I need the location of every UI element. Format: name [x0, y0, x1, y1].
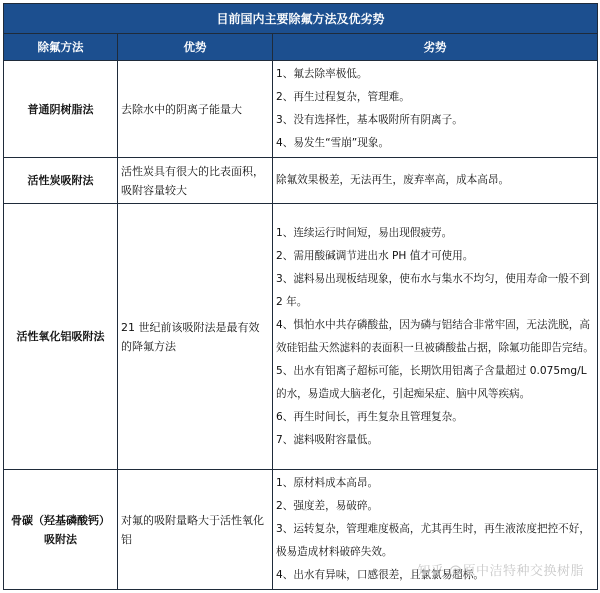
disadvantage-item: 4、出水有异味，口感很差，且氯氯易超标。	[276, 569, 485, 581]
disadvantage-item: 2、强度差，易破碎。	[276, 500, 379, 512]
table-row	[4, 204, 598, 470]
method-cell: 骨碳（羟基磷酸钙）吸附法	[4, 470, 118, 590]
disadvantage-item: 2、需用酸碱调节进出水 PH 值才可使用。	[276, 249, 474, 262]
disadvantages-cell	[273, 204, 598, 470]
disadvantages-cell	[273, 158, 598, 204]
advantages-cell: 21 世纪前该吸附法是最有效的降氟方法	[118, 204, 273, 470]
disadvantage-item: 4、易发生“雪崩”现象。	[276, 137, 390, 149]
disadvantage-item: 3、运转复杂，管理难度极高，尤其再生时，再生液浓度把控不好，极易造成材料破碎失效。	[276, 523, 590, 558]
method-cell: 活性炭吸附法	[4, 158, 118, 204]
disadvantage-item: 1、连续运行时间短，易出现假疲劳。	[276, 226, 453, 239]
advantages-cell: 去除水中的阴离子能量大	[118, 61, 273, 158]
method-cell: 普通阴树脂法	[4, 61, 118, 158]
advantages-cell: 对氟的吸附量略大于活性氧化铝	[118, 470, 273, 590]
disadvantage-item: 4、惧怕水中共存磷酸盐，因为磷与铝结合非常牢固，无法洗脱，高效硅铝盐天然滤料的表面积一旦被磷酸盐占据，除氟功能即告完结。	[276, 318, 594, 354]
disadvantage-item: 1、原材料成本高昂。	[276, 477, 379, 489]
table-title: 目前国内主要除氟方法及优劣势	[4, 4, 598, 34]
disadvantage-item: 2、再生过程复杂，管理难。	[276, 91, 410, 103]
disadvantages-cell	[273, 61, 598, 158]
watermark: 知乎 @原中洁特种交换树脂	[417, 564, 584, 579]
header-advantages: 优势	[118, 34, 273, 61]
disadvantage-item: 7、滤料吸附容量低。	[276, 433, 379, 446]
disadvantage-item: 6、再生时间长，再生复杂且管理复杂。	[276, 410, 463, 423]
disadvantage-item: 5、出水有铝离子超标可能，长期饮用铝离子含量超过 0.075mg/L 的水，易造成大脑老化，引起痴呆症、脑中风等疾病。	[276, 364, 587, 400]
table-row	[4, 158, 598, 204]
disadvantage-item: 3、滤料易出现板结现象，使布水与集水不均匀，使用寿命一般不到 2 年。	[276, 272, 590, 308]
method-cell: 活性氧化铝吸附法	[4, 204, 118, 470]
table-row	[4, 61, 598, 158]
disadvantage-item: 1、氟去除率极低。	[276, 68, 368, 80]
header-disadvantages: 劣势	[273, 34, 598, 61]
header-method: 除氟方法	[4, 34, 118, 61]
advantages-cell: 活性炭具有很大的比表面积，吸附容量较大	[118, 158, 273, 204]
disadvantage-item: 3、没有选择性，基本吸附所有阴离子。	[276, 114, 463, 126]
comparison-table	[3, 3, 598, 590]
disadvantage-item: 除氟效果极差，无法再生，废弃率高，成本高昂。	[276, 174, 510, 186]
